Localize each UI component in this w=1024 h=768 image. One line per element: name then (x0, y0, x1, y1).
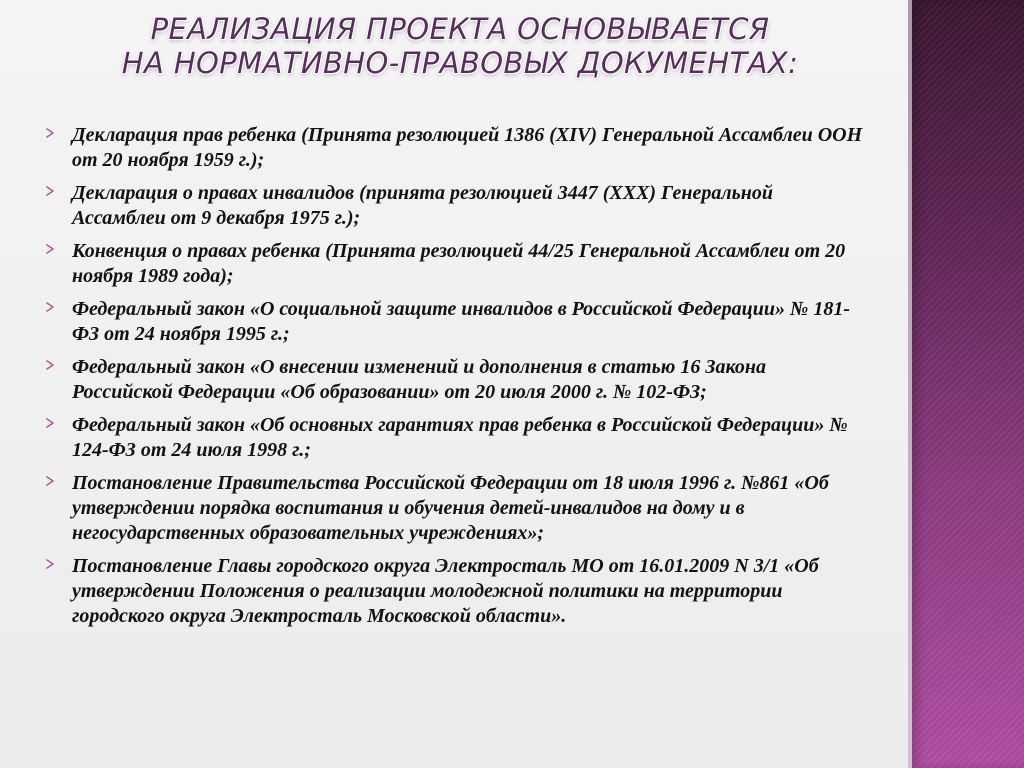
document-text: Постановление Главы городского округа Электросталь МО от 16.01.2009 N 3/1 «Об утверждении Положения о реализации молодежной политики на территории городского округа Электросталь Московской области». (72, 555, 819, 627)
chevron-right-icon (46, 297, 72, 312)
document-list (46, 123, 866, 629)
slide-title (80, 12, 840, 80)
document-list-container (46, 123, 866, 637)
document-item-4 (46, 297, 866, 347)
document-text: Декларация о правах инвалидов (принята резолюцией 3447 (XXX) Генеральной Ассамблеи от 9 декабря 1975 г.); (72, 182, 774, 229)
document-item-6 (46, 413, 866, 463)
chevron-right-icon (46, 181, 72, 196)
chevron-right-icon (46, 554, 72, 569)
document-text: Декларация прав ребенка (Принята резолюцией 1386 (XIV) Генеральной Ассамблеи ООН от 20 ноября 1959 г.); (72, 124, 863, 171)
chevron-right-icon (46, 471, 72, 486)
document-item-3 (46, 239, 866, 289)
document-text: Постановление Правительства Российской Федерации от 18 июля 1996 г. №861 «Об утверждении порядка воспитания и обучения детей-инвалидов на дому и в негосударственных образовательных учреждениях»; (72, 472, 829, 544)
chevron-right-icon (46, 239, 72, 254)
title-line-2: НА НОРМАТИВНО-ПРАВОВЫХ ДОКУМЕНТАХ: (121, 46, 799, 80)
document-text: Федеральный закон «О внесении изменений и дополнения в статью 16 Закона Российской Федерации «Об образовании» от 20 июля 2000 г. № 102-ФЗ; (72, 356, 767, 403)
right-decorative-band (912, 0, 1024, 768)
chevron-right-icon (46, 123, 72, 138)
chevron-right-icon (46, 355, 72, 370)
document-item-5 (46, 355, 866, 405)
document-item-2 (46, 181, 866, 231)
title-line-1: РЕАЛИЗАЦИЯ ПРОЕКТА ОСНОВЫВАЕТСЯ (150, 12, 770, 46)
document-item-7 (46, 471, 866, 546)
document-text: Федеральный закон «О социальной защите инвалидов в Российской Федерации» № 181-ФЗ от 24 ноября 1995 г.; (72, 298, 851, 345)
document-item-1 (46, 123, 866, 173)
document-item-8 (46, 554, 866, 629)
document-text: Федеральный закон «Об основных гарантиях прав ребенка в Российской Федерации» № 124-ФЗ от 24 июля 1998 г.; (72, 414, 848, 461)
chevron-right-icon (46, 413, 72, 428)
document-text: Конвенция о правах ребенка (Принята резолюцией 44/25 Генеральной Ассамблеи от 20 ноября 1989 года); (72, 240, 846, 287)
